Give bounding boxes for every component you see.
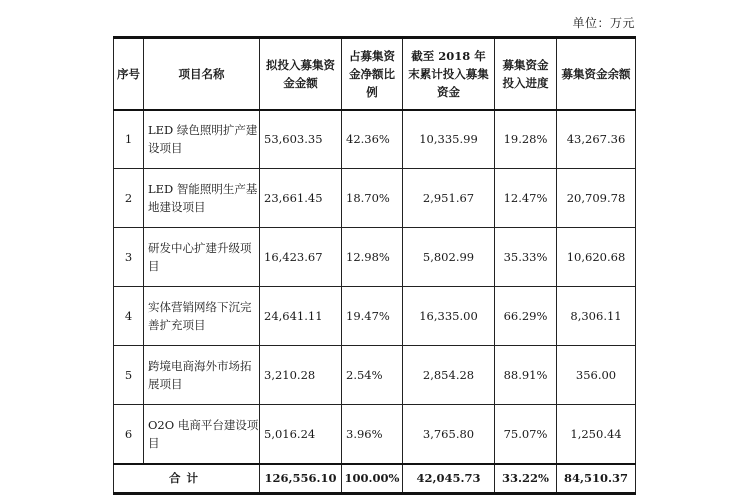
cell-balance: 1,250.44 bbox=[557, 405, 636, 464]
cell-name: LED 智能照明生产基地建设项目 bbox=[144, 169, 260, 228]
cell-planned: 23,661.45 bbox=[260, 169, 342, 228]
cell-progress: 35.33% bbox=[495, 228, 557, 287]
table-row bbox=[114, 287, 636, 346]
header-seq: 序号 bbox=[114, 38, 144, 110]
cell-name: O2O 电商平台建设项目 bbox=[144, 405, 260, 464]
header-balance: 募集资金余额 bbox=[557, 38, 636, 110]
cell-invested: 2,854.28 bbox=[403, 346, 495, 405]
header-ratio: 占募集资金净额比例 bbox=[342, 38, 403, 110]
fund-usage-table bbox=[113, 36, 636, 495]
cell-balance: 10,620.68 bbox=[557, 228, 636, 287]
cell-planned: 24,641.11 bbox=[260, 287, 342, 346]
header-progress: 募集资金投入进度 bbox=[495, 38, 557, 110]
cell-planned: 5,016.24 bbox=[260, 405, 342, 464]
cell-invested: 5,802.99 bbox=[403, 228, 495, 287]
cell-balance: 8,306.11 bbox=[557, 287, 636, 346]
cell-ratio: 2.54% bbox=[342, 346, 403, 405]
cell-invested: 2,951.67 bbox=[403, 169, 495, 228]
header-row bbox=[114, 38, 636, 110]
cell-ratio: 12.98% bbox=[342, 228, 403, 287]
unit-label: 单位：万元 bbox=[572, 16, 635, 30]
total-ratio: 100.00% bbox=[342, 464, 403, 494]
cell-balance: 356.00 bbox=[557, 346, 636, 405]
total-planned: 126,556.10 bbox=[260, 464, 342, 494]
table-row bbox=[114, 110, 636, 169]
cell-name: 研发中心扩建升级项目 bbox=[144, 228, 260, 287]
cell-invested: 10,335.99 bbox=[403, 110, 495, 169]
cell-planned: 16,423.67 bbox=[260, 228, 342, 287]
cell-seq: 3 bbox=[114, 228, 144, 287]
cell-name: LED 绿色照明扩产建设项目 bbox=[144, 110, 260, 169]
cell-progress: 75.07% bbox=[495, 405, 557, 464]
total-invested: 42,045.73 bbox=[403, 464, 495, 494]
total-label: 合计 bbox=[114, 464, 260, 494]
cell-invested: 3,765.80 bbox=[403, 405, 495, 464]
cell-progress: 88.91% bbox=[495, 346, 557, 405]
cell-ratio: 18.70% bbox=[342, 169, 403, 228]
cell-seq: 1 bbox=[114, 110, 144, 169]
header-name: 项目名称 bbox=[144, 38, 260, 110]
cell-name: 跨境电商海外市场拓展项目 bbox=[144, 346, 260, 405]
cell-planned: 53,603.35 bbox=[260, 110, 342, 169]
cell-progress: 66.29% bbox=[495, 287, 557, 346]
table-row bbox=[114, 169, 636, 228]
cell-name: 实体营销网络下沉完善扩充项目 bbox=[144, 287, 260, 346]
table-row bbox=[114, 228, 636, 287]
table-row bbox=[114, 405, 636, 464]
cell-invested: 16,335.00 bbox=[403, 287, 495, 346]
header-planned: 拟投入募集资金金额 bbox=[260, 38, 342, 110]
cell-progress: 19.28% bbox=[495, 110, 557, 169]
cell-balance: 43,267.36 bbox=[557, 110, 636, 169]
total-balance: 84,510.37 bbox=[557, 464, 636, 494]
header-invested: 截至 2018 年末累计投入募集资金 bbox=[403, 38, 495, 110]
cell-ratio: 3.96% bbox=[342, 405, 403, 464]
cell-seq: 4 bbox=[114, 287, 144, 346]
cell-seq: 2 bbox=[114, 169, 144, 228]
cell-progress: 12.47% bbox=[495, 169, 557, 228]
cell-seq: 6 bbox=[114, 405, 144, 464]
cell-ratio: 19.47% bbox=[342, 287, 403, 346]
cell-planned: 3,210.28 bbox=[260, 346, 342, 405]
total-row bbox=[114, 464, 636, 494]
cell-ratio: 42.36% bbox=[342, 110, 403, 169]
cell-seq: 5 bbox=[114, 346, 144, 405]
cell-balance: 20,709.78 bbox=[557, 169, 636, 228]
table-row bbox=[114, 346, 636, 405]
total-progress: 33.22% bbox=[495, 464, 557, 494]
